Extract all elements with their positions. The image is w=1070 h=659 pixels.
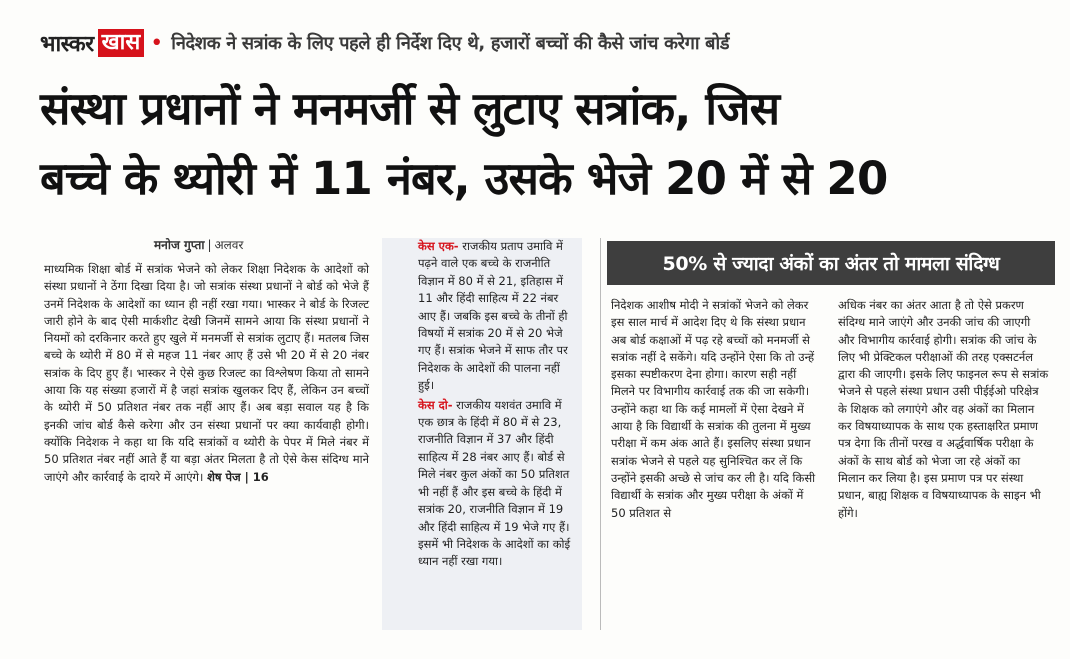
kicker-text: निदेशक ने सत्रांक के लिए पहले ही निर्देश दिए थे, हजारों बच्चों की कैसे जांच करेगा बोर्ड xyxy=(171,33,730,54)
case-1-label: केस एक- xyxy=(418,239,459,253)
headline-line-2: बच्चे के थ्योरी में 11 नंबर, उसके भेजे 20 में से 20 xyxy=(40,152,888,205)
headline-line-1: संस्था प्रधानों ने मनमर्जी से लुटाए सत्रांक, जिस xyxy=(40,82,780,135)
case-2-text: राजकीय यशवंत उमावि में एक छात्र के हिंदी में 80 में से 23, राजनीति विज्ञान में 37 और हिंदी साहित्य में 28 नंबर आए हैं। बोर्ड से मिले नंबर कुल अंकों का 50 प्रतिशत भी नहीं हैं और इस बच्चे के हिंदी में सत्रांक 20, राजनीति विज्ञान में 19 और हिंदी साहित्य में 19 भेजे गए हैं। इसमें भी निदेशक के आदेशों का कोई ध्यान नहीं रखा गया। xyxy=(418,397,571,569)
byline-city: अलवर xyxy=(214,238,244,252)
column-1-text xyxy=(44,261,369,486)
case-studies-box xyxy=(382,238,582,630)
brand-name: भास्कर xyxy=(40,32,94,57)
kicker-separator: • xyxy=(150,30,164,56)
case-1-text: राजकीय प्रताप उमावि में पढ़ने वाले एक बच्चे के राजनीति विज्ञान में 80 में से 21, इतिहास में 11 और हिंदी साहित्य में 22 नंबर आए हैं। जबकि इस बच्चे के तीनों ही विषयों में सत्रांक 20 में से 20 भेजे गए हैं। सत्रांक भेजने में साफ तौर पर निदेशक के आदेशों की पालना नहीं हुई। xyxy=(418,239,568,393)
continued-page-jump: शेष पेज | 16 xyxy=(207,469,269,484)
brand-accent-badge: खास xyxy=(98,29,145,57)
column-3-text: निदेशक आशीष मोदी ने सत्रांकों भेजने को लेकर इस साल मार्च में आदेश दिए थे कि संस्था प्रधान अब बोर्ड कक्षाओं में पढ़ रहे बच्चों को मनमर्जी से सत्रांक नहीं दे सकेंगे। यदि उन्होंने ऐसा कि तो उन्हें इसका स्पष्टीकरण देना होगा। कारण सही नहीं मिलने पर विभागीय कार्रवाई तक की जा सकेगी। उन्होंने कहा था कि कई मामलों में ऐसा देखने में आया है कि विद्यार्थी के सत्रांक की तुलना में मुख्य परीक्षा में कम अंक आते हैं। इसलिए संस्था प्रधान सत्रांक भेजने से पहले यह सुनिश्चित कर लें कि उन्होंने इसकी अच्छे से जांच कर ली है। यदि किसी विद्यार्थी के सत्रांक और मुख्य परीक्षा के अंकों में 50 प्रतिशत से xyxy=(611,298,816,520)
byline-separator: | xyxy=(207,238,212,252)
kicker-line xyxy=(40,26,1050,60)
case-2-label: केस दो- xyxy=(418,397,453,412)
column-1-body: माध्यमिक शिक्षा बोर्ड में सत्रांक भेजने को लेकर शिक्षा निदेशक के आदेशों को संस्था प्रधानों ने ठेंगा दिखा दिया है। जो सत्रांक संस्था प्रधानों ने बोर्ड को भेजे हैं उनमें निदेशक के आदेशों का ध्यान ही नहीं रखा गया। भास्कर ने बोर्ड के रिजल्ट जारी होने के बाद ऐसी मार्कशीट देखी जिनमें सामने आया कि संस्था प्रधानों ने नियमों को दरकिनार करते हुए खुले में मनमर्जी से सत्रांक लुटाए हैं। मतलब जिस बच्चे के थ्योरी में 80 में से महज 11 नंबर आए हैं उसे भी 20 में से 20 नंबर सत्रांक के दिए हुए हैं। भास्कर ने ऐसे कुछ रिजल्ट का विश्लेषण किया तो सामने आया कि यह संख्या हजारों में है जहां सत्रांक खुलकर दिए हैं, लेकिन उन बच्चों के थ्योरी में 50 प्रतिशत नंबर तक नहीं आए हैं। अब बड़ा सवाल यह है कि इनकी जांच बोर्ड कैसे करेगा और उन संस्था प्रधानों पर क्या कार्यवाही होगी। क्योंकि निदेशक ने कहा था कि यदि सत्रांकों व थ्योरी के पेपर में मिले नंबर में 50 प्रतिशत नंबर नहीं आते हैं या बड़ा अंतर मिलता है तो ऐसे केस संदिग्ध माने जाएंगे और कार्रवाई के दायरे में आएंगे। xyxy=(44,262,369,484)
subheadline-band: 50% से ज्यादा अंकों का अंतर तो मामला संदिग्ध xyxy=(607,241,1055,285)
headline xyxy=(40,74,1040,214)
byline-author: मनोज गुप्ता xyxy=(154,238,205,252)
case-2 xyxy=(418,397,576,571)
article-column-3 xyxy=(611,297,821,632)
column-4-text: अधिक नंबर का अंतर आता है तो ऐसे प्रकरण संदिग्ध माने जाएंगे और उनकी जांच की जाएगी और विभागीय कार्रवाई होगी। सत्रांक की जांच के लिए भी प्रेक्टिकल परीक्षाओं की तरह एक्सटर्नल द्वारा की जाएगी। इसके लिए फाइनल रूप से सत्रांक भेजने से पहले संस्था प्रधान उसी पीईईओ परिक्षेत्र के शिक्षक को लगाएंगे और वह अंकों का मिलान कर विषयाध्यापक के साथ एक हस्ताक्षरित प्रमाण पत्र देगा कि तीनों परख व अर्द्धवार्षिक परीक्षा के अंकों के साथ बोर्ड को भेजा जा रहे अंकों का मिलान कर लिया है। इस प्रमाण पत्र पर संस्था प्रधान, बाह्य शिक्षक व विषयाध्यापक के साइन भी होंगे। xyxy=(838,298,1049,520)
case-1 xyxy=(418,238,576,395)
article-column-1 xyxy=(44,261,369,631)
column-divider xyxy=(600,238,601,630)
article-column-4 xyxy=(838,297,1050,632)
byline xyxy=(154,236,243,253)
